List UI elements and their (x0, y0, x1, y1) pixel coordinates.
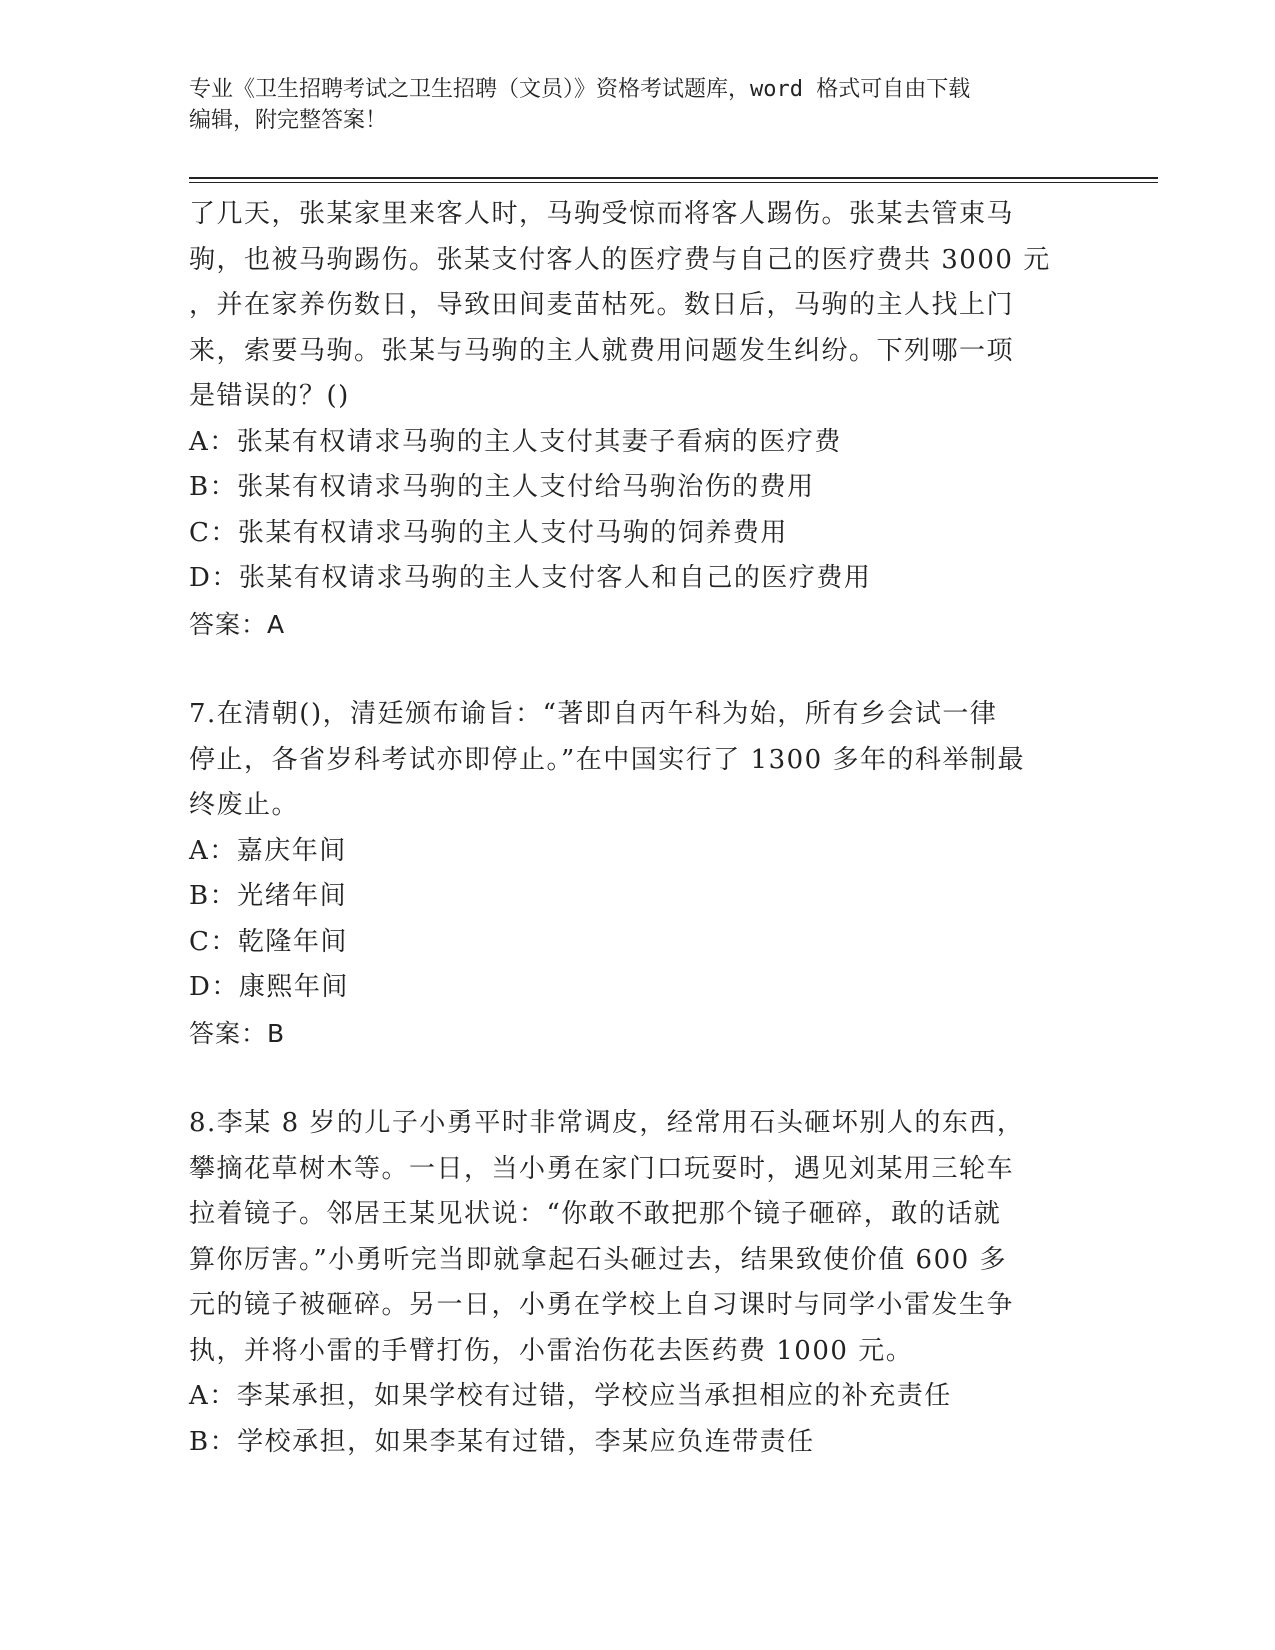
question-stem-line: 算你厉害。”小勇听完当即就拿起石头砸过去，结果致使价值 600 多 (189, 1244, 1007, 1275)
question-stem-line: 停止，各省岁科考试亦即停止。”在中国实行了 1300 多年的科举制最 (189, 744, 1025, 775)
question-stem-line: 攀摘花草树木等。一日，当小勇在家门口玩耍时，遇见刘某用三轮车 (189, 1153, 1015, 1184)
question-stem-line: 终废止。 (189, 790, 300, 820)
header-line-2: 编辑，附完整答案！ (189, 108, 388, 133)
option-d: D：康熙年间 (189, 972, 349, 1002)
option-c: C：乾隆年间 (189, 926, 348, 957)
option-b: B：光绪年间 (189, 881, 348, 911)
option-a: A：嘉庆年间 (189, 835, 347, 866)
option-c: C：张某有权请求马驹的主人支付马驹的饲养费用 (189, 517, 788, 548)
question-stem-line: 8.李某 8 岁的儿子小勇平时非常调皮，经常用石头砸坏别人的东西， (189, 1108, 1025, 1138)
spacer (189, 1056, 1089, 1101)
question-stem-line: 元的镜子被砸碎。另一日，小勇在学校上自习课时与同学小雷发生争 (189, 1290, 1015, 1320)
question-stem-line: 拉着镜子。邻居王某见状说：“你敢不敢把那个镜子砸碎，敢的话就 (189, 1199, 1002, 1229)
question-stem-line: 驹，也被马驹踢伤。张某支付客人的医疗费与自己的医疗费共 3000 元 (189, 244, 1051, 275)
answer-line: 答案：B (189, 1018, 286, 1048)
document-body (189, 192, 1089, 1465)
header-divider (189, 177, 1158, 179)
page-header (189, 74, 1069, 136)
question-8 (189, 1101, 1089, 1465)
question-stem-line: 了几天，张某家里来客人时，马驹受惊而将客人踢伤。张某去管束马 (189, 199, 1015, 229)
question-stem-line: 是错误的？() (189, 381, 350, 411)
option-b: B：学校承担，如果李某有过错，李某应负连带责任 (189, 1426, 815, 1457)
header-line-1: 专业《卫生招聘考试之卫生招聘（文员）》资格考试题库，word 格式可自由下载 (189, 77, 971, 102)
question-stem-line: 7.在清朝()，清廷颁布谕旨：“著即自丙午科为始，所有乡会试一律 (189, 699, 998, 729)
spacer (189, 647, 1089, 692)
option-a: A：张某有权请求马驹的主人支付其妻子看病的医疗费 (189, 426, 842, 457)
question-stem-line: 来，索要马驹。张某与马驹的主人就费用问题发生纠纷。下列哪一项 (189, 335, 1015, 366)
question-stem-line: ，并在家养伤数日，导致田间麦苗枯死。数日后，马驹的主人找上门 (189, 290, 1015, 320)
question-6 (189, 192, 1089, 647)
header-divider-thin (189, 182, 1158, 183)
question-7 (189, 692, 1089, 1056)
option-d: D：张某有权请求马驹的主人支付客人和自己的医疗费用 (189, 563, 872, 593)
option-b: B：张某有权请求马驹的主人支付给马驹治伤的费用 (189, 472, 815, 502)
answer-line: 答案：A (189, 609, 286, 639)
option-a: A：李某承担，如果学校有过错，学校应当承担相应的补充责任 (189, 1381, 952, 1411)
question-stem-line: 执，并将小雷的手臂打伤，小雷治伤花去医药费 1000 元。 (189, 1335, 914, 1366)
